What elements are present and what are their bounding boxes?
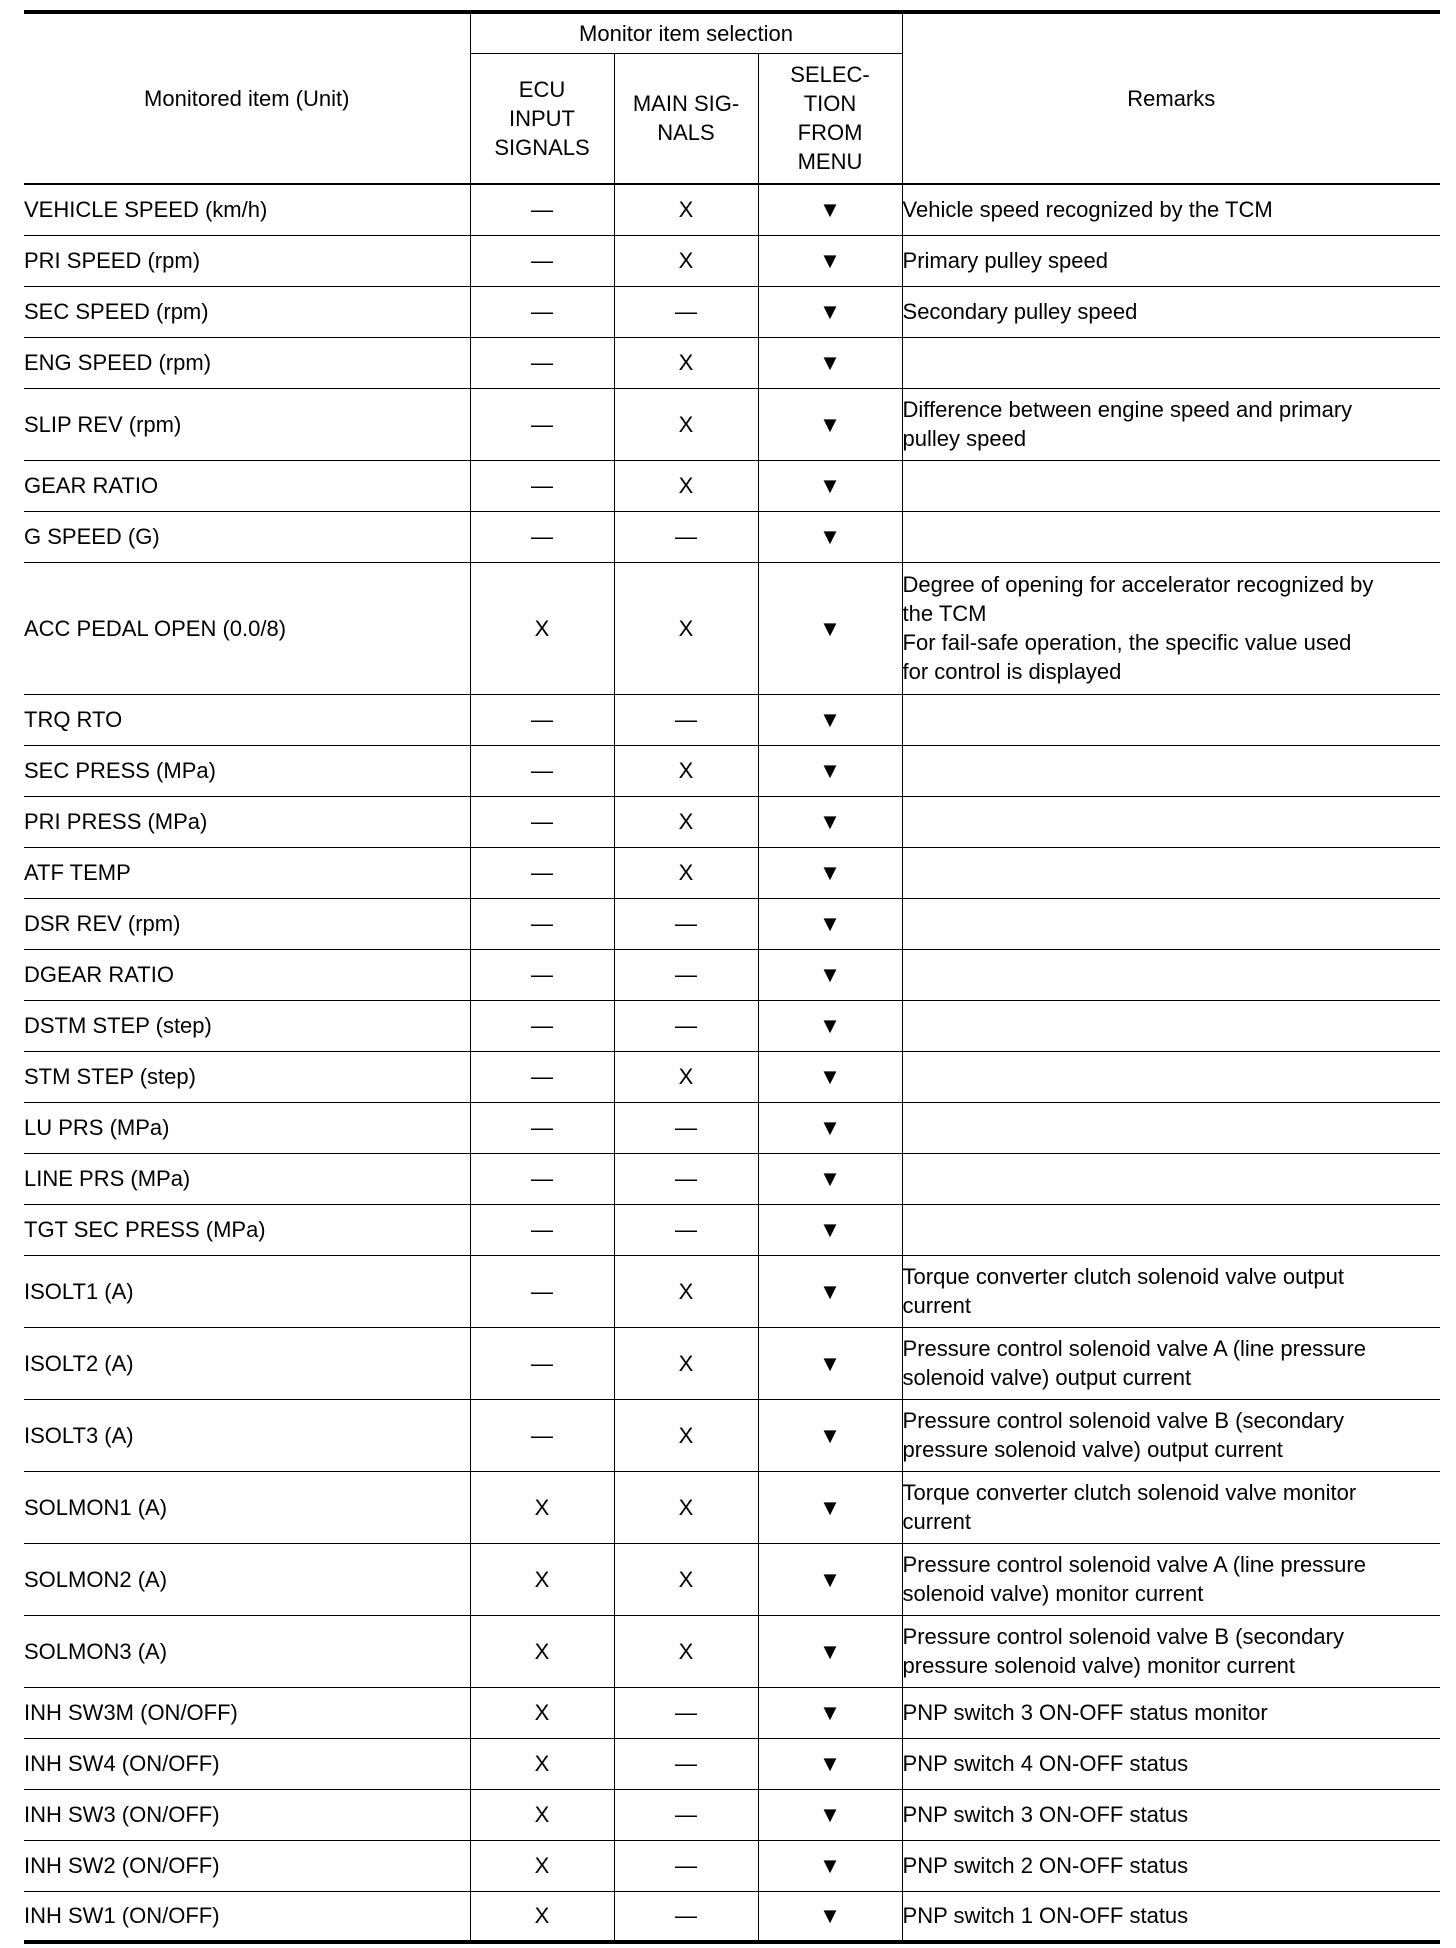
monitored-item-cell: SOLMON1 (A) [24, 1471, 470, 1543]
selection-from-menu-cell: ▼ [758, 1840, 902, 1891]
main-signals-cell: X [614, 1471, 758, 1543]
table-row [24, 847, 1440, 898]
remarks-cell [902, 949, 1440, 1000]
main-signals-cell: — [614, 949, 758, 1000]
table-row [24, 949, 1440, 1000]
main-signals-cell: X [614, 184, 758, 235]
remarks-line: pressure solenoid valve) monitor current [902, 1653, 1296, 1678]
selection-from-menu-cell: ▼ [758, 1543, 902, 1615]
table-row [24, 235, 1440, 286]
selection-from-menu-cell: ▼ [758, 1399, 902, 1471]
remarks-cell [902, 1615, 1440, 1687]
remarks-line: PNP switch 1 ON-OFF status [902, 1903, 1189, 1929]
selection-from-menu-cell: ▼ [758, 1000, 902, 1051]
table-row [24, 562, 1440, 694]
selection-from-menu-cell: ▼ [758, 949, 902, 1000]
monitored-item-cell: LU PRS (MPa) [24, 1102, 470, 1153]
remarks-cell [902, 562, 1440, 694]
selection-from-menu-cell: ▼ [758, 1255, 902, 1327]
remarks-cell [902, 1399, 1440, 1471]
selection-from-menu-cell: ▼ [758, 184, 902, 235]
main-signals-cell: X [614, 337, 758, 388]
header-selection-from-menu: SELEC- TION FROM MENU [758, 53, 902, 184]
selection-from-menu-cell: ▼ [758, 1687, 902, 1738]
remarks-cell [902, 1204, 1440, 1255]
remarks-line: Torque converter clutch solenoid valve output [902, 1264, 1344, 1289]
main-signals-cell: X [614, 1399, 758, 1471]
table-row [24, 1471, 1440, 1543]
selection-from-menu-cell: ▼ [758, 1891, 902, 1942]
monitored-item-cell: SLIP REV (rpm) [24, 388, 470, 460]
main-signals-cell: X [614, 1615, 758, 1687]
main-signals-cell: — [614, 1738, 758, 1789]
selection-from-menu-cell: ▼ [758, 235, 902, 286]
main-signals-cell: — [614, 1000, 758, 1051]
table-row [24, 1204, 1440, 1255]
remarks-line: PNP switch 2 ON-OFF status [902, 1853, 1189, 1878]
main-signals-cell: X [614, 1255, 758, 1327]
remarks-cell [902, 898, 1440, 949]
table-row [24, 1615, 1440, 1687]
remarks-cell [902, 796, 1440, 847]
selection-from-menu-cell: ▼ [758, 286, 902, 337]
monitored-item-cell: SOLMON2 (A) [24, 1543, 470, 1615]
monitored-item-cell: TRQ RTO [24, 694, 470, 745]
header-remarks: Remarks [902, 12, 1440, 184]
main-signals-cell: X [614, 1051, 758, 1102]
ecu-input-signals-cell: — [470, 796, 614, 847]
monitored-item-cell: INH SW1 (ON/OFF) [24, 1891, 470, 1942]
remarks-line: Pressure control solenoid valve B (secondary [902, 1624, 1344, 1649]
main-signals-cell: X [614, 745, 758, 796]
monitored-item-cell: ENG SPEED (rpm) [24, 337, 470, 388]
header-ecu-input-signals: ECU INPUT SIGNALS [470, 53, 614, 184]
remarks-line: PNP switch 4 ON-OFF status [902, 1751, 1189, 1776]
table-row [24, 286, 1440, 337]
monitored-item-cell: SOLMON3 (A) [24, 1615, 470, 1687]
remarks-cell [902, 1840, 1440, 1891]
main-signals-cell: — [614, 1891, 758, 1942]
remarks-line: solenoid valve) monitor current [902, 1581, 1204, 1606]
main-signals-cell: — [614, 1789, 758, 1840]
remarks-line: current [902, 1293, 971, 1318]
main-signals-cell: X [614, 460, 758, 511]
selection-from-menu-cell: ▼ [758, 796, 902, 847]
monitored-item-cell: ACC PEDAL OPEN (0.0/8) [24, 562, 470, 694]
table-row [24, 1840, 1440, 1891]
remarks-line: For fail-safe operation, the specific value used [902, 630, 1352, 655]
remarks-line: for control is displayed [902, 659, 1122, 684]
remarks-cell [902, 1327, 1440, 1399]
selection-from-menu-cell: ▼ [758, 337, 902, 388]
remarks-line: Pressure control solenoid valve A (line pressure [902, 1336, 1366, 1361]
ecu-input-signals-cell: X [470, 1840, 614, 1891]
ecu-input-signals-cell: — [470, 694, 614, 745]
ecu-input-signals-cell: — [470, 898, 614, 949]
selection-from-menu-cell: ▼ [758, 1615, 902, 1687]
table-row [24, 796, 1440, 847]
selection-from-menu-cell: ▼ [758, 898, 902, 949]
ecu-input-signals-cell: — [470, 337, 614, 388]
monitored-item-cell: ISOLT1 (A) [24, 1255, 470, 1327]
main-signals-cell: X [614, 388, 758, 460]
selection-from-menu-cell: ▼ [758, 694, 902, 745]
ecu-input-signals-cell: — [470, 847, 614, 898]
table-row [24, 1789, 1440, 1840]
remarks-line: Primary pulley speed [902, 248, 1108, 273]
monitored-item-cell: G SPEED (G) [24, 511, 470, 562]
header-monitored-item: Monitored item (Unit) [24, 12, 470, 184]
ecu-input-signals-cell: — [470, 1399, 614, 1471]
remarks-cell [902, 694, 1440, 745]
remarks-line: Pressure control solenoid valve B (secondary [902, 1408, 1344, 1433]
remarks-cell [902, 1153, 1440, 1204]
selection-from-menu-cell: ▼ [758, 1204, 902, 1255]
ecu-input-signals-cell: — [470, 745, 614, 796]
table-row [24, 337, 1440, 388]
main-signals-cell: X [614, 796, 758, 847]
monitored-item-cell: STM STEP (step) [24, 1051, 470, 1102]
monitored-item-cell: SEC PRESS (MPa) [24, 745, 470, 796]
table-row [24, 511, 1440, 562]
ecu-input-signals-cell: X [470, 1687, 614, 1738]
remarks-cell [902, 286, 1440, 337]
monitored-item-cell: PRI PRESS (MPa) [24, 796, 470, 847]
header-main-signals: MAIN SIG- NALS [614, 53, 758, 184]
table-row [24, 1153, 1440, 1204]
ecu-input-signals-cell: X [470, 1471, 614, 1543]
table-body [24, 184, 1440, 1942]
ecu-input-signals-cell: X [470, 562, 614, 694]
main-signals-cell: — [614, 1204, 758, 1255]
selection-from-menu-cell: ▼ [758, 847, 902, 898]
remarks-line: pulley speed [902, 426, 1027, 451]
main-signals-cell: — [614, 1687, 758, 1738]
ecu-input-signals-cell: — [470, 1327, 614, 1399]
remarks-line: pressure solenoid valve) output current [902, 1437, 1283, 1462]
ecu-input-signals-cell: — [470, 184, 614, 235]
main-signals-cell: — [614, 511, 758, 562]
remarks-cell [902, 1000, 1440, 1051]
monitored-item-cell: ISOLT3 (A) [24, 1399, 470, 1471]
remarks-line: Secondary pulley speed [902, 299, 1138, 324]
table-row [24, 388, 1440, 460]
selection-from-menu-cell: ▼ [758, 1327, 902, 1399]
remarks-line: PNP switch 3 ON-OFF status monitor [902, 1700, 1268, 1725]
remarks-cell [902, 1102, 1440, 1153]
selection-from-menu-cell: ▼ [758, 1153, 902, 1204]
monitored-item-cell: DGEAR RATIO [24, 949, 470, 1000]
selection-from-menu-cell: ▼ [758, 1738, 902, 1789]
table-row [24, 1543, 1440, 1615]
remarks-line: Degree of opening for accelerator recognized by [902, 572, 1374, 597]
remarks-line: current [902, 1509, 971, 1534]
ecu-input-signals-cell: X [470, 1789, 614, 1840]
table-row [24, 460, 1440, 511]
table-row [24, 1000, 1440, 1051]
main-signals-cell: — [614, 1102, 758, 1153]
table-row [24, 1051, 1440, 1102]
ecu-input-signals-cell: — [470, 286, 614, 337]
table-row [24, 745, 1440, 796]
selection-from-menu-cell: ▼ [758, 388, 902, 460]
selection-from-menu-cell: ▼ [758, 745, 902, 796]
main-signals-cell: — [614, 1840, 758, 1891]
remarks-line: the TCM [902, 601, 987, 626]
remarks-cell [902, 460, 1440, 511]
remarks-cell [902, 388, 1440, 460]
main-signals-cell: X [614, 235, 758, 286]
table-row [24, 1327, 1440, 1399]
remarks-cell [902, 1543, 1440, 1615]
table-row [24, 898, 1440, 949]
ecu-input-signals-cell: — [470, 1153, 614, 1204]
monitored-item-cell: INH SW3M (ON/OFF) [24, 1687, 470, 1738]
remarks-cell [902, 1891, 1440, 1942]
remarks-cell [902, 847, 1440, 898]
monitored-item-cell: TGT SEC PRESS (MPa) [24, 1204, 470, 1255]
remarks-line: Vehicle speed recognized by the TCM [902, 197, 1273, 223]
selection-from-menu-cell: ▼ [758, 1789, 902, 1840]
header-monitor-item-selection: Monitor item selection [470, 12, 902, 53]
remarks-line: Difference between engine speed and primary [902, 397, 1353, 422]
main-signals-cell: X [614, 847, 758, 898]
monitored-item-cell: SEC SPEED (rpm) [24, 286, 470, 337]
main-signals-cell: X [614, 562, 758, 694]
ecu-input-signals-cell: — [470, 1255, 614, 1327]
remarks-cell [902, 1789, 1440, 1840]
main-signals-cell: — [614, 694, 758, 745]
monitored-item-cell: INH SW2 (ON/OFF) [24, 1840, 470, 1891]
ecu-input-signals-cell: X [470, 1615, 614, 1687]
remarks-cell [902, 1738, 1440, 1789]
remarks-cell [902, 235, 1440, 286]
ecu-input-signals-cell: — [470, 1102, 614, 1153]
table-row [24, 694, 1440, 745]
remarks-cell [902, 1051, 1440, 1102]
main-signals-cell: — [614, 286, 758, 337]
selection-from-menu-cell: ▼ [758, 1051, 902, 1102]
remarks-line: PNP switch 3 ON-OFF status [902, 1802, 1189, 1827]
table-row [24, 1738, 1440, 1789]
remarks-cell [902, 511, 1440, 562]
ecu-input-signals-cell: — [470, 388, 614, 460]
monitored-item-cell: VEHICLE SPEED (km/h) [24, 184, 470, 235]
main-signals-cell: — [614, 1153, 758, 1204]
remarks-line: Pressure control solenoid valve A (line pressure [902, 1552, 1366, 1577]
monitored-item-cell: PRI SPEED (rpm) [24, 235, 470, 286]
ecu-input-signals-cell: — [470, 460, 614, 511]
monitored-item-cell: DSR REV (rpm) [24, 898, 470, 949]
ecu-input-signals-cell: X [470, 1891, 614, 1942]
remarks-cell [902, 184, 1440, 235]
monitored-item-cell: ISOLT2 (A) [24, 1327, 470, 1399]
remarks-line: solenoid valve) output current [902, 1365, 1192, 1390]
remarks-cell [902, 1255, 1440, 1327]
remarks-cell [902, 745, 1440, 796]
main-signals-cell: X [614, 1543, 758, 1615]
remarks-cell [902, 1687, 1440, 1738]
table-row [24, 1255, 1440, 1327]
remarks-line: Torque converter clutch solenoid valve monitor [902, 1480, 1357, 1505]
main-signals-cell: X [614, 1327, 758, 1399]
monitored-item-cell: INH SW4 (ON/OFF) [24, 1738, 470, 1789]
ecu-input-signals-cell: — [470, 1000, 614, 1051]
ecu-input-signals-cell: X [470, 1543, 614, 1615]
selection-from-menu-cell: ▼ [758, 1102, 902, 1153]
monitored-item-cell: DSTM STEP (step) [24, 1000, 470, 1051]
ecu-input-signals-cell: — [470, 511, 614, 562]
monitored-item-cell: LINE PRS (MPa) [24, 1153, 470, 1204]
ecu-input-signals-cell: — [470, 235, 614, 286]
monitor-items-table [24, 10, 1440, 1944]
table-row [24, 1891, 1440, 1942]
selection-from-menu-cell: ▼ [758, 511, 902, 562]
table-row [24, 184, 1440, 235]
monitored-item-cell: GEAR RATIO [24, 460, 470, 511]
ecu-input-signals-cell: X [470, 1738, 614, 1789]
table-row [24, 1102, 1440, 1153]
monitored-item-cell: INH SW3 (ON/OFF) [24, 1789, 470, 1840]
remarks-cell [902, 337, 1440, 388]
ecu-input-signals-cell: — [470, 949, 614, 1000]
selection-from-menu-cell: ▼ [758, 1471, 902, 1543]
table-row [24, 1399, 1440, 1471]
remarks-cell [902, 1471, 1440, 1543]
ecu-input-signals-cell: — [470, 1051, 614, 1102]
selection-from-menu-cell: ▼ [758, 562, 902, 694]
monitored-item-cell: ATF TEMP [24, 847, 470, 898]
main-signals-cell: — [614, 898, 758, 949]
ecu-input-signals-cell: — [470, 1204, 614, 1255]
table-row [24, 1687, 1440, 1738]
selection-from-menu-cell: ▼ [758, 460, 902, 511]
